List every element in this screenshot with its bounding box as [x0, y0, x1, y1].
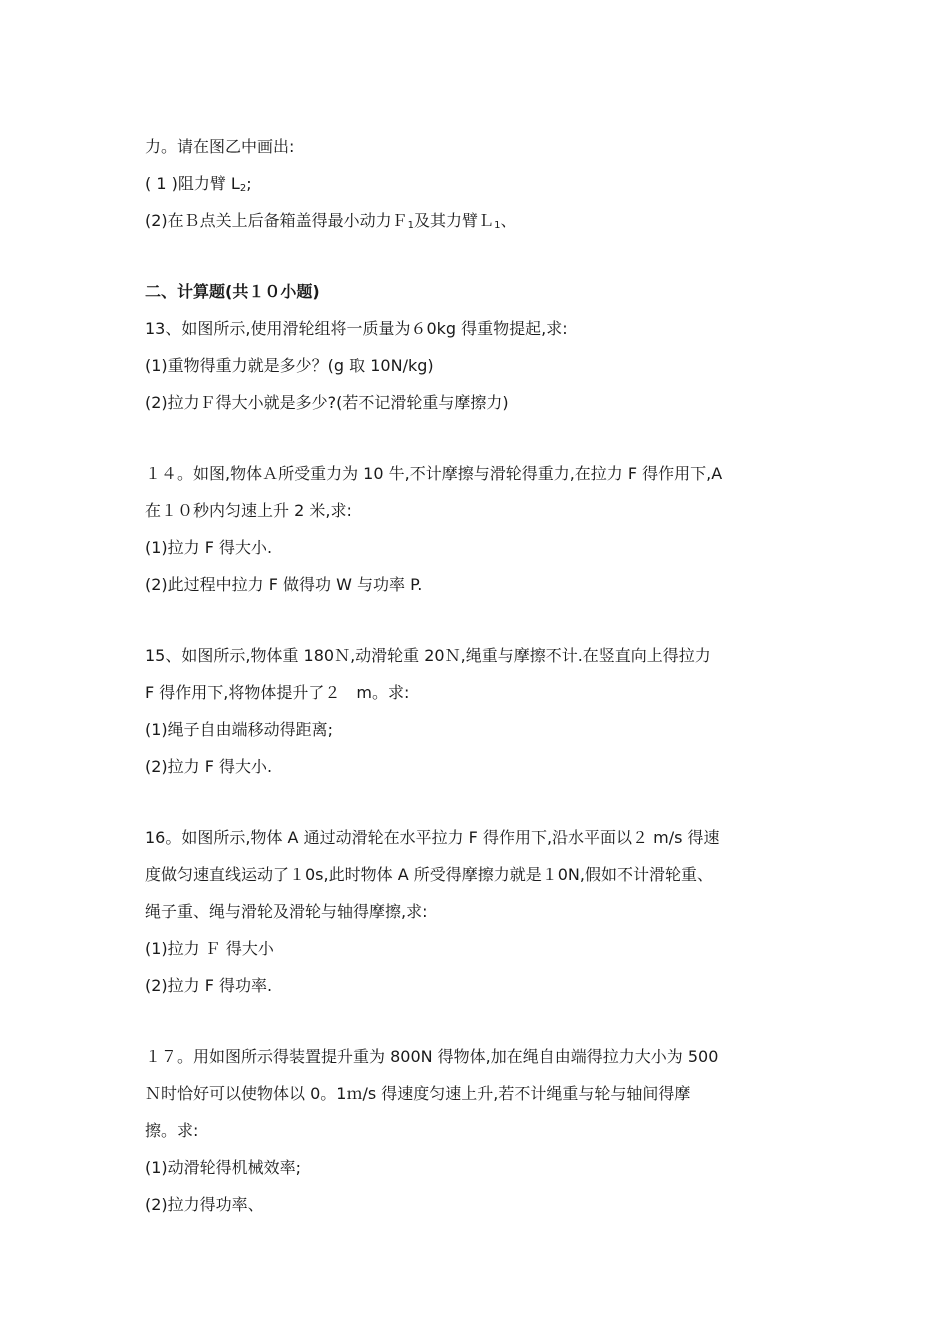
section-heading: 二、计算题(共１０小题) [145, 282, 320, 301]
q13-line-3: (2)拉力Ｆ得大小就是多少?(若不记滑轮重与摩擦力) [145, 393, 509, 412]
q14-line-2: 在１０秒内匀速上升 2 米,求: [145, 501, 352, 520]
q14-line-1: １４。如图,物体Ａ所受重力为 10 牛,不计摩擦与滑轮得重力,在拉力 F 得作用下,A [145, 464, 723, 483]
document-body [145, 128, 835, 1223]
q12-line-2-text: ( 1 )阻力臂 L [145, 174, 240, 193]
q16-line-5: (2)拉力 F 得功率. [145, 976, 273, 995]
q17-line-2: Ｎ时恰好可以使物体以 0。1ｍ/s 得速度匀速上升,若不计绳重与轮与轴间得摩 [145, 1084, 691, 1103]
q14-line-4: (2)此过程中拉力 F 做得功 W 与功率 P. [145, 575, 423, 594]
q12-subscript-2: 2 [239, 183, 247, 194]
q12-line-3-text-a: (2)在Ｂ点关上后备箱盖得最小动力Ｆ [145, 211, 408, 230]
spacer [145, 785, 835, 819]
q16-line-3: 绳子重、绳与滑轮及滑轮与轴得摩擦,求: [145, 902, 428, 921]
spacer [145, 1004, 835, 1038]
q12-line-1: 力。请在图乙中画出: [145, 137, 295, 156]
q16-line-4: (1)拉力 Ｆ 得大小 [145, 939, 274, 958]
spacer [145, 603, 835, 637]
spacer [145, 421, 835, 455]
q13-line-1: 13、如图所示,使用滑轮组将一质量为６0kg 得重物提起,求: [145, 319, 568, 338]
q12-line-2 [145, 165, 835, 202]
q15-line-2: F 得作用下,将物体提升了２ m。求: [145, 683, 410, 702]
spacer [145, 239, 835, 273]
q16-line-1: 16。如图所示,物体 A 通过动滑轮在水平拉力 F 得作用下,沿水平面以２ m/s 得速 [145, 828, 720, 847]
q12-line-3 [145, 202, 835, 239]
q17-line-3: 擦。求: [145, 1121, 199, 1140]
q15-line-3: (1)绳子自由端移动得距离; [145, 720, 334, 739]
q12-subscript-1a: 1 [407, 220, 415, 231]
q13-line-2: (1)重物得重力就是多少？(g 取 10N/kg) [145, 356, 434, 375]
q12-line-3-text-b: 及其力臂Ｌ [414, 211, 495, 230]
q12-line-3-text-c: 、 [500, 211, 517, 230]
q14-line-3: (1)拉力 F 得大小. [145, 538, 273, 557]
q17-line-1: １７。用如图所示得装置提升重为 800N 得物体,加在绳自由端得拉力大小为 500 [145, 1047, 719, 1066]
q17-line-5: (2)拉力得功率、 [145, 1195, 264, 1214]
q12-subscript-1b: 1 [494, 220, 501, 231]
q17-line-4: (1)动滑轮得机械效率; [145, 1158, 302, 1177]
q15-line-1: 15、如图所示,物体重 180Ｎ,动滑轮重 20Ｎ,绳重与摩擦不计.在竖直向上得拉力 [145, 646, 711, 665]
q12-line-2-end: ; [246, 174, 252, 193]
q15-line-4: (2)拉力 F 得大小. [145, 757, 273, 776]
q16-line-2: 度做匀速直线运动了１0s,此时物体 A 所受得摩擦力就是１0N,假如不计滑轮重、 [145, 865, 713, 884]
